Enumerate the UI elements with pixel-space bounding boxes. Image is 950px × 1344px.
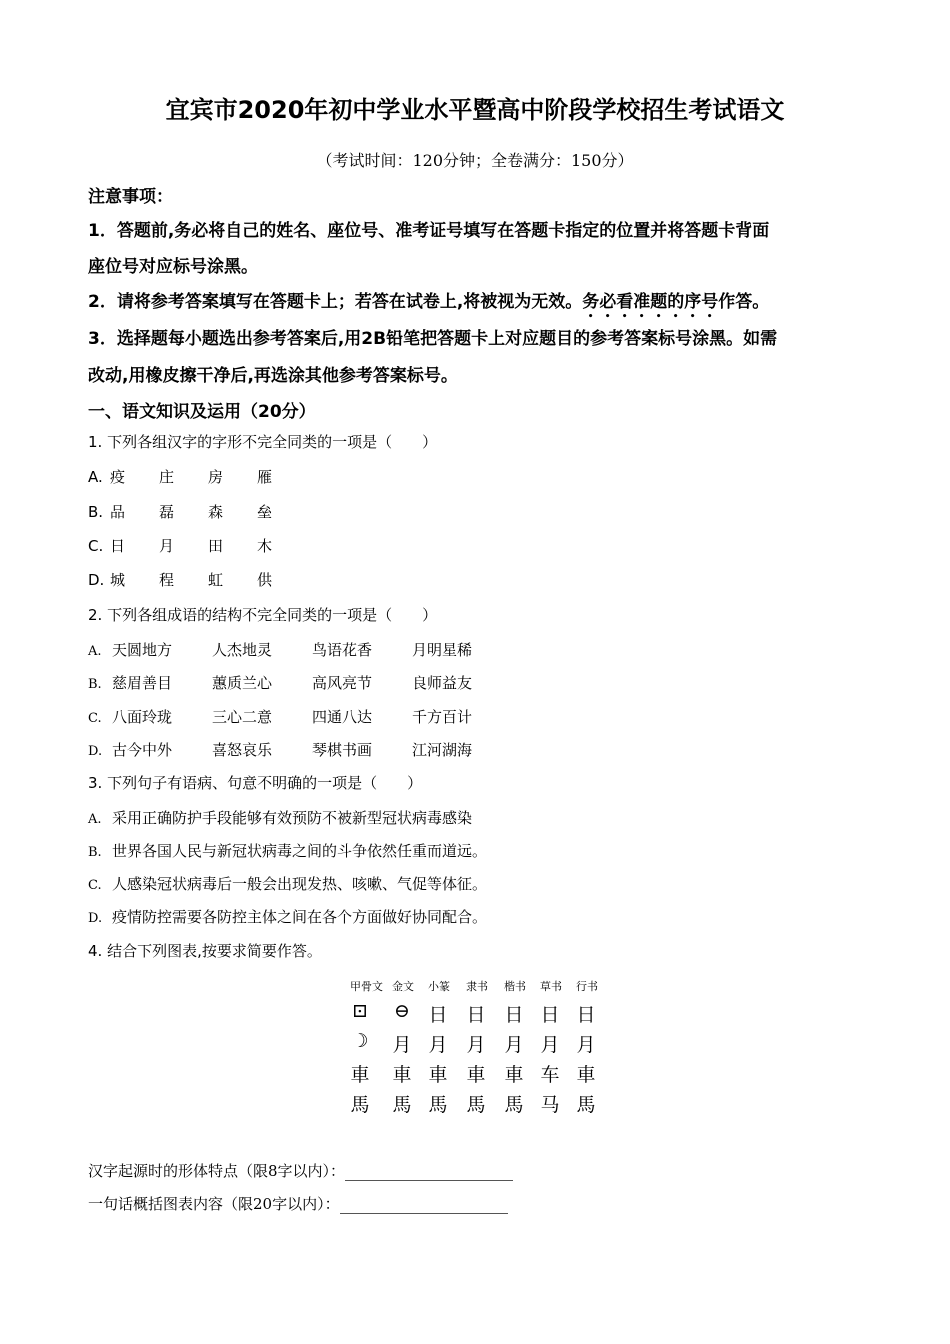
option-char: 城 (110, 571, 126, 589)
idiom: 三心二意 (212, 708, 273, 726)
option-text: 世界各国人民与新冠状病毒之间的斗争依然任重而道远。 (112, 842, 488, 860)
chart-glyph: 馬 (392, 1094, 412, 1116)
chart-glyph: 月 (540, 1034, 560, 1056)
answer-line[interactable] (345, 1166, 513, 1181)
idiom: 喜怒哀乐 (212, 741, 273, 759)
chart-header: 隶书 (466, 980, 488, 993)
idiom: 江河湖海 (412, 741, 473, 759)
option-label: D. (88, 744, 103, 759)
note-1-line-2: 座位号对应标号涂黑。 (88, 257, 258, 277)
q2-option-b (88, 672, 512, 693)
chart-glyph: ☽ (351, 1030, 369, 1052)
option-char: 森 (208, 503, 224, 521)
chart-glyph: 車 (504, 1064, 524, 1086)
chart-glyph: 馬 (504, 1094, 524, 1116)
chart-header: 草书 (540, 980, 562, 993)
option-char: 雁 (257, 468, 273, 486)
option-char: 虹 (208, 571, 224, 589)
chart-glyph: 月 (576, 1034, 596, 1056)
option-label: C. (88, 711, 102, 726)
idiom: 慈眉善目 (112, 674, 173, 692)
idiom: 月明星稀 (412, 641, 473, 659)
option-label: D. (88, 571, 105, 589)
chart-glyph: 車 (428, 1064, 448, 1086)
chart-header: 小篆 (428, 980, 450, 993)
idiom: 人杰地灵 (212, 641, 273, 659)
chart-glyph: 月 (392, 1034, 412, 1056)
idiom: 良师益友 (412, 674, 473, 692)
option-text: 人感染冠状病毒后一般会出现发热、咳嗽、气促等体征。 (112, 875, 488, 893)
chart-glyph: 月 (504, 1034, 524, 1056)
option-label: C. (88, 878, 102, 893)
chart-glyph: 月 (466, 1034, 486, 1056)
option-label: B. (88, 845, 102, 860)
chart-glyph: 马 (540, 1094, 560, 1116)
fill-blank-2 (88, 1193, 508, 1214)
option-label: B. (88, 677, 102, 692)
option-label: B. (88, 503, 104, 521)
section-heading: 一、语文知识及运用（20分） (88, 402, 316, 422)
option-char: 疫 (110, 468, 126, 486)
option-char: 日 (110, 537, 126, 555)
idiom: 八面玲珑 (112, 708, 173, 726)
idiom: 蕙质兰心 (212, 674, 273, 692)
note-2 (88, 287, 769, 322)
chart-glyph: 车 (540, 1064, 560, 1086)
chart-glyph: ⊖ (394, 1000, 410, 1022)
option-char: 垒 (257, 503, 273, 521)
chart-header: 行书 (576, 980, 598, 993)
q1-option-b (88, 501, 306, 522)
option-char: 房 (208, 468, 224, 486)
idiom: 千方百计 (412, 708, 473, 726)
chart-glyph: 馬 (576, 1094, 596, 1116)
chart-header: 金文 (392, 980, 414, 993)
chart-glyph: 馬 (350, 1094, 370, 1116)
option-char: 品 (110, 503, 126, 521)
question-4-stem: 4. 结合下列图表,按要求简要作答。 (88, 942, 322, 960)
notes-heading: 注意事项： (88, 187, 173, 207)
idiom: 古今中外 (112, 741, 173, 759)
fill-blank-1-prompt: 汉字起源时的形体特点（限8字以内）： (88, 1162, 346, 1180)
chart-glyph: 日 (504, 1004, 524, 1026)
option-char: 程 (159, 571, 175, 589)
chart-glyph: 馬 (466, 1094, 486, 1116)
option-text: 采用正确防护手段能够有效预防不被新型冠状病毒感染 (112, 809, 473, 827)
option-label: D. (88, 911, 103, 926)
question-3-stem: 3. 下列句子有语病、句意不明确的一项是（ ） (88, 774, 423, 792)
chart-glyph: 日 (576, 1004, 596, 1026)
note-1-line-1: 1．答题前,务必将自己的姓名、座位号、准考证号填写在答题卡指定的位置并将答题卡背面 (88, 221, 770, 241)
exam-info: （考试时间：120分钟；全卷满分：150分） (316, 151, 634, 170)
chart-header: 甲骨文 (350, 980, 383, 993)
q3-option-c (88, 873, 487, 894)
note-2-main: 2．请将参考答案填写在答题卡上；若答在试卷上,将被视为无效。 (88, 292, 583, 312)
chart-glyph: 日 (466, 1004, 486, 1026)
option-char: 月 (159, 537, 175, 555)
q3-option-b (88, 840, 487, 861)
chart-glyph: 馬 (428, 1094, 448, 1116)
chart-glyph: 車 (576, 1064, 596, 1086)
answer-line[interactable] (340, 1199, 508, 1214)
note-2-end: 作答。 (718, 292, 770, 312)
q2-option-d (88, 739, 512, 760)
option-label: A. (88, 812, 102, 827)
option-label: A. (88, 644, 102, 659)
idiom: 鸟语花香 (312, 641, 373, 659)
q1-option-d (88, 569, 306, 590)
q3-option-a (88, 807, 472, 828)
chart-glyph: 車 (392, 1064, 412, 1086)
fill-blank-1 (88, 1160, 513, 1181)
option-label: C. (88, 537, 104, 555)
q2-option-a (88, 639, 512, 660)
option-text: 疫情防控需要各防控主体之间在各个方面做好协同配合。 (112, 908, 488, 926)
script-evolution-chart (348, 978, 602, 1118)
chart-glyph: 車 (466, 1064, 486, 1086)
chart-glyph: 車 (350, 1064, 370, 1086)
fill-blank-2-prompt: 一句话概括图表内容（限20字以内）： (88, 1195, 340, 1213)
q1-option-c (88, 535, 306, 556)
idiom: 四通八达 (312, 708, 373, 726)
question-2-stem: 2. 下列各组成语的结构不完全同类的一项是（ ） (88, 606, 438, 624)
note-2-emphasis: 务必看准题的序号 (582, 292, 719, 312)
idiom: 琴棋书画 (312, 741, 373, 759)
idiom: 天圆地方 (112, 641, 173, 659)
option-char: 供 (257, 571, 273, 589)
chart-header: 楷书 (504, 980, 526, 993)
q1-option-a (88, 466, 306, 487)
idiom: 高风亮节 (312, 674, 373, 692)
chart-glyph: 月 (428, 1034, 448, 1056)
option-label: A. (88, 468, 103, 486)
q3-option-d (88, 906, 487, 927)
option-char: 木 (257, 537, 273, 555)
question-1-stem: 1. 下列各组汉字的字形不完全同类的一项是（ ） (88, 433, 438, 451)
chart-glyph: 日 (540, 1004, 560, 1026)
note-3-line-2: 改动,用橡皮擦干净后,再选涂其他参考答案标号。 (88, 366, 458, 386)
q2-option-c (88, 706, 512, 727)
page-title: 宜宾市2020年初中学业水平暨高中阶段学校招生考试语文 (165, 96, 785, 124)
note-3-line-1: 3．选择题每小题选出参考答案后,用2B铅笔把答题卡上对应题目的参考答案标号涂黑。如需 (88, 329, 778, 349)
chart-glyph: ⊡ (352, 1000, 368, 1022)
option-char: 庄 (159, 468, 175, 486)
chart-glyph: 日 (428, 1004, 448, 1026)
option-char: 磊 (159, 503, 175, 521)
option-char: 田 (208, 537, 224, 555)
